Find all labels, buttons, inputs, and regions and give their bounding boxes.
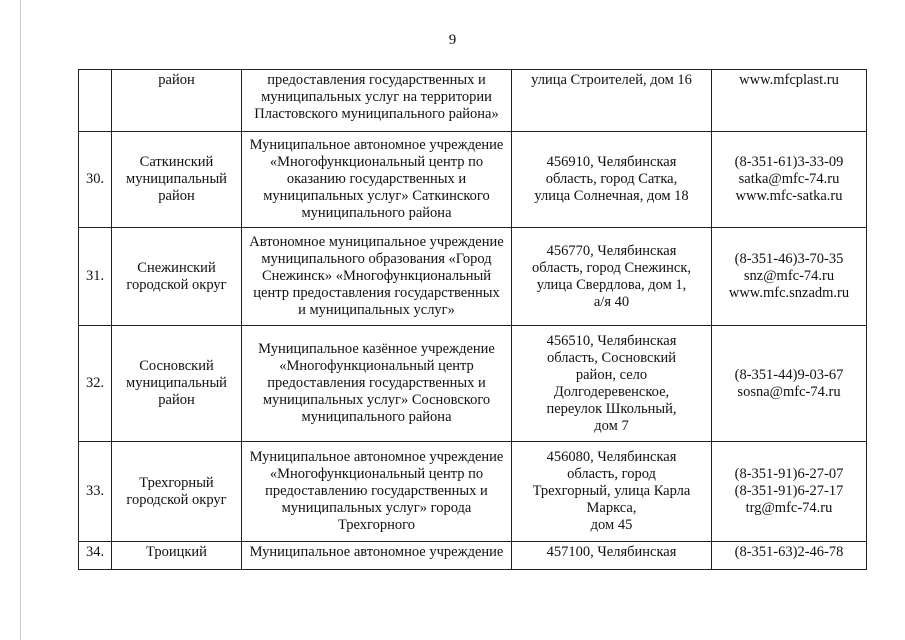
address-line: переулок Школьный, [546,400,677,417]
institution-line: и муниципальных услуг» [298,302,455,318]
institution-line: «Многофункциональный центр [279,358,474,374]
address-cell [512,228,712,326]
district-line: Снежинский [137,259,216,276]
contacts-cell [712,70,867,132]
institution-line: Муниципальное автономное учреждение [249,449,504,465]
address-line: 456770, Челябинская [546,242,677,259]
institution-line: предоставления государственных и [267,72,486,88]
contacts-line: satka@mfc-74.ru [738,171,840,187]
institution-line: Снежинск» «Многофункциональный [261,268,492,284]
address-cell [512,70,712,132]
address-line: улица Солнечная, дом 18 [534,188,689,204]
address-line: 456910, Челябинская [546,154,677,170]
contacts-line: www.mfcplast.ru [739,72,839,88]
address-line: Долгодеревенское, [553,383,670,400]
district-line: Троицкий [146,544,207,560]
row-number [79,542,112,570]
table-row [79,228,867,326]
row-number-text: 32. [85,375,105,391]
row-number [79,70,112,132]
institution-line: Муниципальное автономное учреждение [249,137,504,153]
district-line: муниципальный [126,375,227,391]
district-cell [112,442,242,542]
institution-line: муниципального образования «Город [261,251,492,267]
institution-line: «Многофункциональный центр по [269,154,484,170]
district-line: Саткинский [139,154,214,170]
contacts-line: (8-351-44)9-03-67 [734,366,844,383]
address-line: улица Свердлова, дом 1, [536,276,687,293]
institution-line: муниципального района [301,205,452,221]
row-number [79,442,112,542]
district-line: район [158,392,195,408]
page-left-edge [20,0,21,640]
district-line: городской округ [126,276,227,293]
district-cell [112,228,242,326]
institution-cell [242,70,512,132]
district-cell [112,70,242,132]
contacts-line: (8-351-63)2-46-78 [734,544,844,560]
row-number [79,228,112,326]
institution-line: Трехгорного [338,517,415,533]
address-cell [512,442,712,542]
district-line: район [158,188,195,204]
institution-line: предоставлению государственных и [265,483,488,499]
address-line: улица Строителей, дом 16 [531,72,692,88]
address-line: Трехгорный, улица Карла [532,483,691,499]
table-row [79,542,867,570]
address-cell [512,326,712,442]
address-line: а/я 40 [593,293,630,310]
contacts-line: (8-351-91)6-27-07 [734,466,844,482]
district-line: район [158,72,195,88]
contacts-cell [712,228,867,326]
row-number-text: 30. [85,171,105,187]
institution-cell [242,132,512,228]
contacts-line: sosna@mfc-74.ru [737,383,841,400]
contacts-line: www.mfc.snzadm.ru [728,285,850,301]
institution-line: Муниципальное казённое учреждение [258,341,495,357]
institution-line: Муниципальное автономное учреждение [249,544,504,560]
institution-line: муниципального района [301,409,452,425]
institution-cell [242,542,512,570]
contacts-line: www.mfc-satka.ru [735,188,843,204]
district-line: муниципальный [126,171,227,187]
contacts-line: snz@mfc-74.ru [743,268,835,284]
institution-cell [242,326,512,442]
table-row [79,442,867,542]
address-line: район, село [575,366,648,383]
address-line: 456510, Челябинская [546,332,677,349]
district-cell [112,326,242,442]
institution-line: Пластовского муниципального района» [254,106,499,122]
address-line: 457100, Челябинская [546,544,677,560]
address-line: дом 7 [594,417,629,434]
contacts-cell [712,442,867,542]
institution-line: муниципальных услуг» Саткинского [263,188,490,204]
table-row [79,70,867,132]
institution-line: муниципальных услуг» города [281,500,472,516]
address-cell [512,132,712,228]
institution-line: центр предоставления государственных [253,285,500,301]
address-cell [512,542,712,570]
district-line: городской округ [126,491,227,508]
institution-line: Автономное муниципальное учреждение [249,234,504,250]
institution-cell [242,442,512,542]
row-number-text: 31. [85,268,105,284]
address-line: область, Сосновский [546,349,677,366]
district-cell [112,132,242,228]
table-row [79,326,867,442]
district-cell [112,542,242,570]
address-line: дом 45 [590,517,633,533]
address-line: область, город [567,466,656,482]
contacts-line: (8-351-61)3-33-09 [734,154,844,170]
mfc-registry-table [78,69,867,570]
institution-line: оказанию государственных и [286,171,467,187]
address-line: 456080, Челябинская [546,449,677,465]
contacts-cell [712,542,867,570]
address-line: область, город Сатка, [545,171,678,187]
address-line: область, город Снежинск, [531,259,691,276]
page-number: 9 [448,32,457,48]
row-number [79,326,112,442]
contacts-line: trg@mfc-74.ru [745,500,833,516]
district-line: Сосновский [139,358,214,374]
district-line: Трехгорный [139,474,214,491]
row-number-text: 33. [85,483,105,499]
address-line: Маркса, [586,500,637,516]
contacts-cell [712,132,867,228]
institution-line: муниципальных услуг» Сосновского [262,392,491,408]
contacts-line: (8-351-91)6-27-17 [734,483,844,499]
contacts-cell [712,326,867,442]
table-row [79,132,867,228]
institution-line: предоставления государственных и [267,375,486,391]
institution-cell [242,228,512,326]
contacts-line: (8-351-46)3-70-35 [734,251,844,267]
institution-line: муниципальных услуг на территории [261,89,492,105]
institution-line: «Многофункциональный центр по [269,466,484,482]
row-number-text: 34. [85,544,105,560]
row-number [79,132,112,228]
